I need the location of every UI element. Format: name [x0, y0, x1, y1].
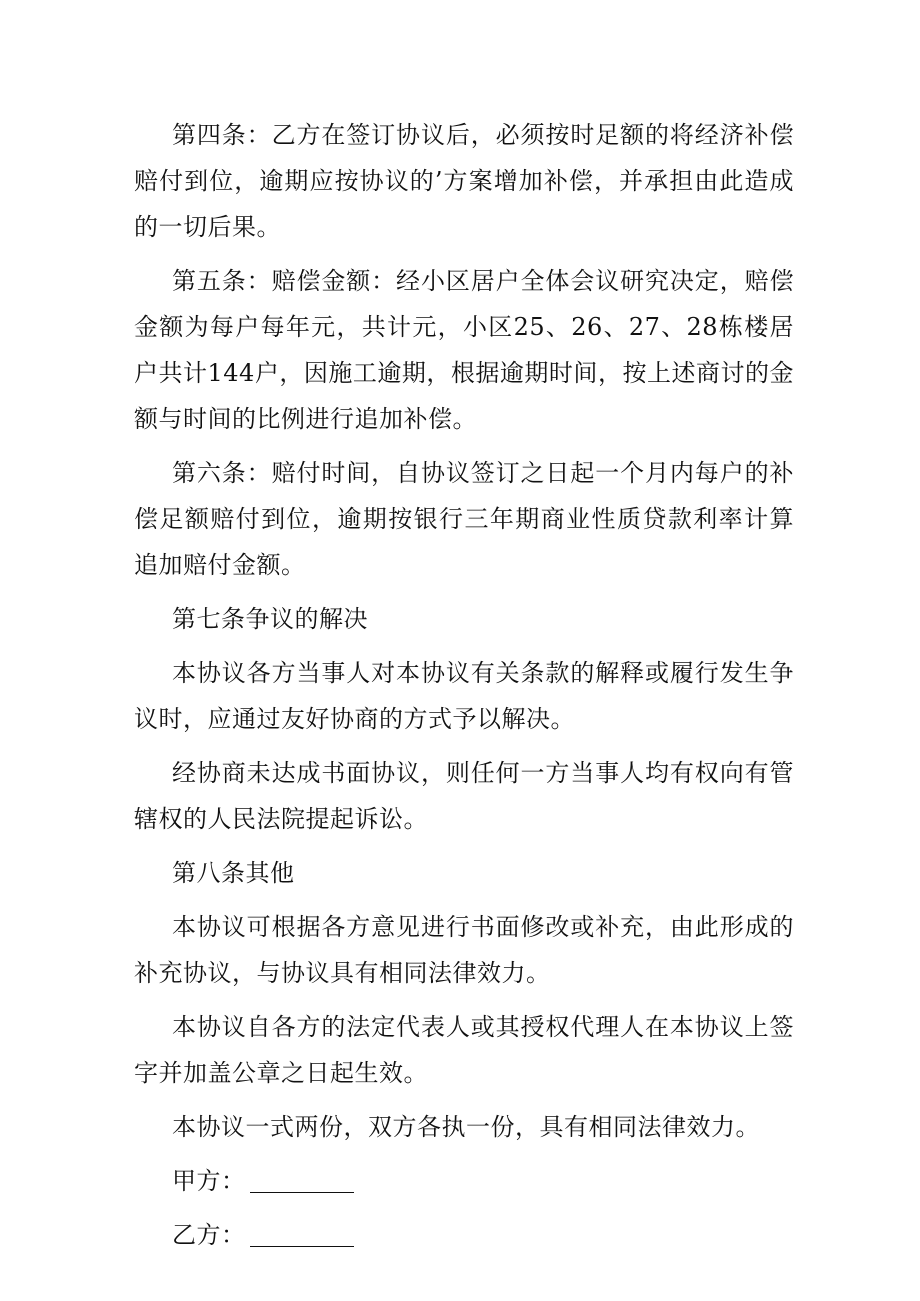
- party-b-signature-line: [134, 1212, 794, 1258]
- article-7-heading: 第七条争议的解决: [172, 605, 368, 633]
- document-page: [134, 112, 794, 1266]
- article-7-paragraph-2: 经协商未达成书面协议，则任何一方当事人均有权向有管辖权的人民法院提起诉讼。: [134, 759, 794, 833]
- party-b-label: 乙方：: [172, 1221, 246, 1249]
- article-8-paragraph-3: 本协议一式两份，双方各执一份，具有相同法律效力。: [172, 1113, 760, 1141]
- article-7-paragraph-1: 本协议各方当事人对本协议有关条款的解释或履行发生争议时，应通过友好协商的方式予以解决。: [134, 659, 794, 733]
- party-b-blank: [250, 1216, 354, 1247]
- party-a-label: 甲方：: [172, 1167, 246, 1195]
- article-4: 第四条：乙方在签订协议后，必须按时足额的将经济补偿赔付到位，逾期应按协议的’方案增加补偿，并承担由此造成的一切后果。: [134, 121, 794, 241]
- party-a-signature-line: [134, 1158, 794, 1204]
- party-a-blank: [250, 1162, 354, 1193]
- article-8-paragraph-2: 本协议自各方的法定代表人或其授权代理人在本协议上签字并加盖公章之日起生效。: [134, 1013, 794, 1087]
- article-5: 第五条：赔偿金额：经小区居户全体会议研究决定，赔偿金额为每户每年元，共计元，小区25、26、27、28栋楼居户共计144户，因施工逾期，根据逾期时间，按上述商讨的金额与时间的比例进行追加补偿。: [134, 267, 794, 433]
- article-6: 第六条：赔付时间，自协议签订之日起一个月内每户的补偿足额赔付到位，逾期按银行三年期商业性质贷款利率计算追加赔付金额。: [134, 459, 794, 579]
- article-8-heading: 第八条其他: [172, 859, 295, 887]
- article-8-paragraph-1: 本协议可根据各方意见进行书面修改或补充，由此形成的补充协议，与协议具有相同法律效力。: [134, 913, 794, 987]
